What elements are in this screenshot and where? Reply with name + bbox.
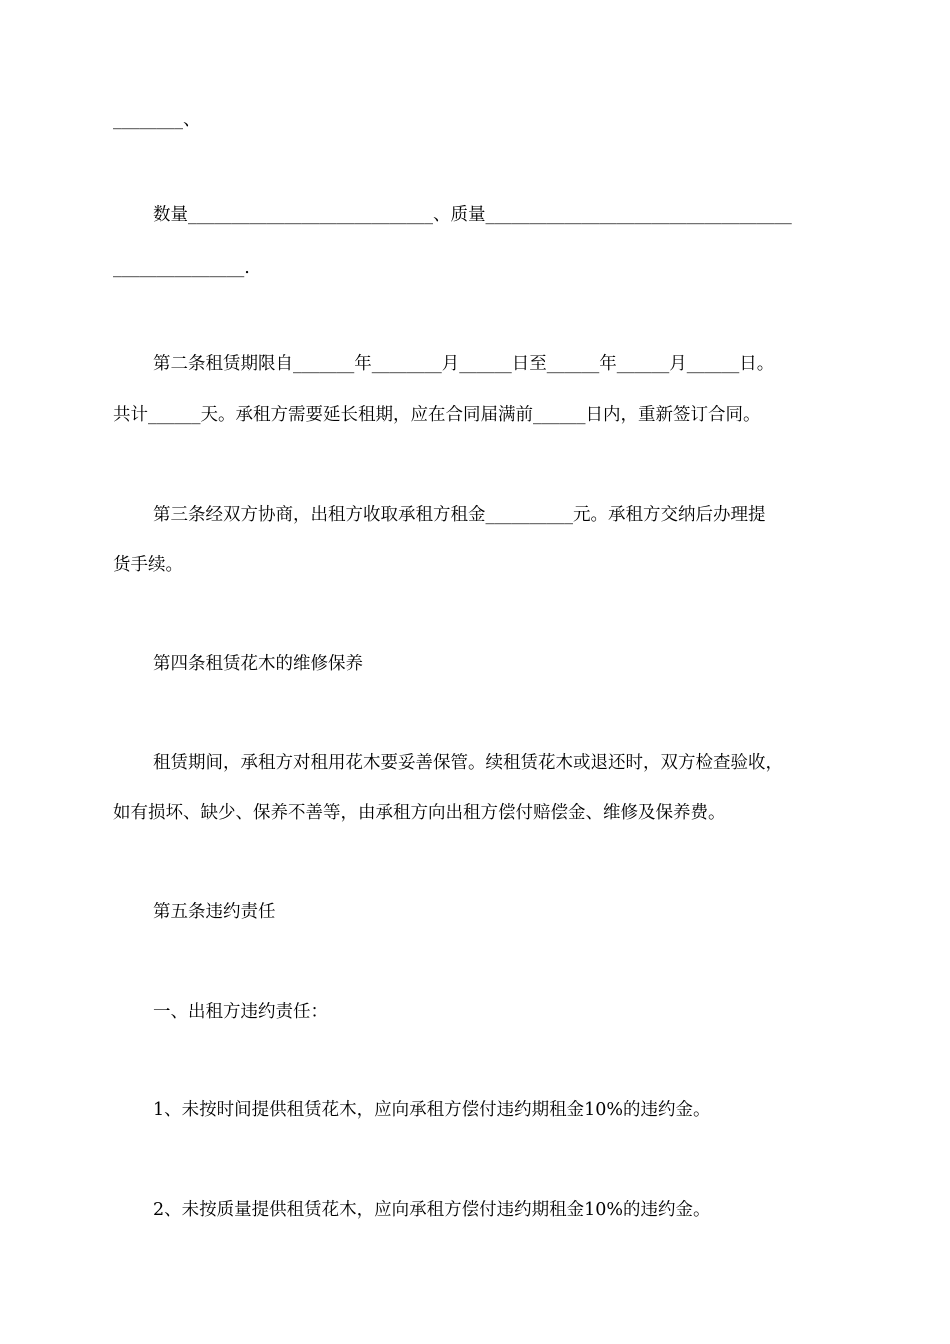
quantity-quality-continuation: _______________. (113, 258, 250, 278)
article-2-line-1: 第二条租赁期限自_______年________月______日至______年______月______日。 (153, 354, 775, 374)
article-5-heading: 第五条违约责任 (153, 902, 276, 922)
article-3-line-2: 货手续。 (113, 555, 183, 575)
article-4-line-2: 如有损坏、缺少、保养不善等，由承租方向出租方偿付赔偿金、维修及保养费。 (113, 803, 726, 823)
lessor-liability-item-2: 2、未按质量提供租赁花木，应向承租方偿付违约期租金10%的违约金。 (153, 1200, 711, 1220)
quantity-quality-line: 数量____________________________、质量___________________________________ (153, 205, 792, 225)
article-3-line-1: 第三条经双方协商，出租方收取承租方租金__________元。承租方交纳后办理提 (153, 505, 766, 525)
lessor-liability-heading: 一、出租方违约责任： (153, 1002, 328, 1022)
article-2-line-2: 共计______天。承租方需要延长租期，应在合同届满前______日内，重新签订合同。 (113, 405, 761, 425)
blank-line-fragment: ________、 (113, 110, 201, 130)
article-4-heading: 第四条租赁花木的维修保养 (153, 654, 363, 674)
lessor-liability-item-1: 1、未按时间提供租赁花木，应向承租方偿付违约期租金10%的违约金。 (153, 1100, 711, 1120)
article-4-line-1: 租赁期间，承租方对租用花木要妥善保管。续租赁花木或退还时，双方检查验收， (153, 753, 783, 773)
